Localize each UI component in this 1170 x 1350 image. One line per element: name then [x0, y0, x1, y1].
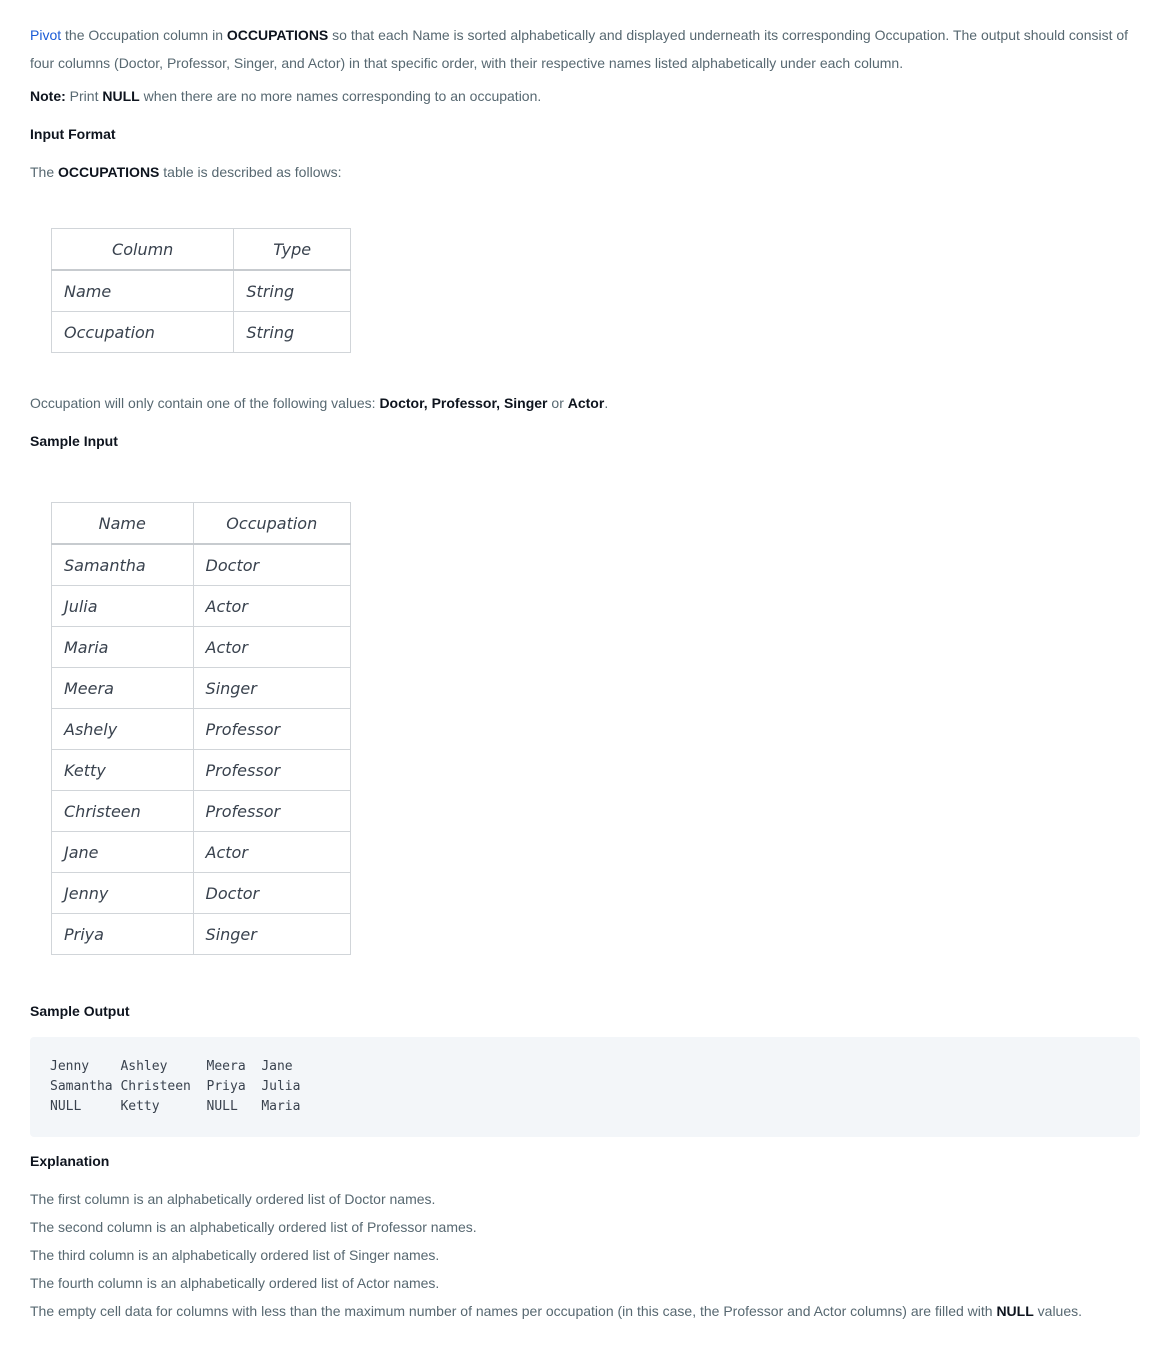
sample-occupation-cell: Doctor	[193, 544, 350, 586]
intro-text-2: so that each Name is sorted alphabetically and displayed underneath its corresponding Occupation. The output should consist of four columns (Doctor, Professor, Singer, and Actor) in that specific order, with their respective names listed alphabetically under each column.	[30, 27, 1129, 71]
table-row	[52, 627, 351, 668]
schema-header-type: Type	[234, 229, 351, 271]
table-row	[52, 270, 351, 312]
table-row	[52, 544, 351, 586]
sample-name-cell: Priya	[52, 914, 194, 955]
schema-cell: String	[234, 270, 351, 312]
schema-header-column: Column	[52, 229, 234, 271]
input-desc-text-1: The	[30, 164, 59, 180]
sample-input-table	[51, 502, 351, 955]
input-desc-text-2: table is described as follows:	[159, 164, 342, 180]
explanation-null-text-2: values.	[1033, 1303, 1083, 1319]
sample-name-cell: Meera	[52, 668, 194, 709]
schema-table	[51, 228, 351, 353]
intro-text-1: the Occupation column in	[61, 27, 227, 43]
explanation-null-text-1: The empty cell data for columns with less than the maximum number of names per occupation (in this case, the Professor and Actor columns) are filled with	[30, 1303, 997, 1319]
table-row	[52, 750, 351, 791]
sample-name-cell: Jane	[52, 832, 194, 873]
value-professor: Professor	[431, 395, 497, 411]
schema-header-row	[52, 229, 351, 271]
sample-occupation-cell: Professor	[193, 750, 350, 791]
sample-header-occupation: Occupation	[193, 503, 350, 545]
schema-cell: Occupation	[52, 312, 234, 353]
sample-header-row	[52, 503, 351, 545]
value-actor: Actor	[567, 395, 605, 411]
explanation-line: The first column is an alphabetically ordered list of Doctor names.	[30, 1191, 436, 1207]
sample-name-cell: Maria	[52, 627, 194, 668]
table-row	[52, 873, 351, 914]
explanation-line: The fourth column is an alphabetically ordered list of Actor names.	[30, 1275, 440, 1291]
intro-table-name: OCCUPATIONS	[226, 27, 329, 43]
sample-occupation-cell: Actor	[193, 586, 350, 627]
occupation-values-line	[30, 393, 608, 413]
note-text-1: Print	[65, 88, 103, 104]
sample-name-cell: Ketty	[52, 750, 194, 791]
table-row	[52, 668, 351, 709]
note-paragraph	[30, 86, 541, 106]
pivot-link[interactable]: Pivot	[30, 27, 62, 43]
table-row	[52, 791, 351, 832]
sample-occupation-cell: Professor	[193, 709, 350, 750]
sample-occupation-cell: Singer	[193, 668, 350, 709]
sample-input-heading: Sample Input	[30, 433, 118, 449]
explanation-line: The third column is an alphabetically ordered list of Singer names.	[30, 1247, 440, 1263]
table-row	[52, 832, 351, 873]
sample-occupation-cell: Actor	[193, 832, 350, 873]
sample-name-cell: Christeen	[52, 791, 194, 832]
value-singer: Singer	[503, 395, 548, 411]
sample-output-heading: Sample Output	[30, 1003, 130, 1019]
note-text-2: when there are no more names corresponding to an occupation.	[139, 88, 542, 104]
value-separator: ,	[496, 395, 504, 411]
input-format-description	[30, 162, 341, 182]
note-label: Note:	[30, 88, 66, 104]
value-end: .	[604, 395, 609, 411]
sample-output-code: Jenny Ashley Meera Jane Samantha Christeen Priya Julia NULL Ketty NULL Maria	[50, 1059, 301, 1114]
explanation-heading: Explanation	[30, 1153, 110, 1169]
explanation-line-null	[30, 1301, 1082, 1321]
sample-name-cell: Julia	[52, 586, 194, 627]
sample-name-cell: Jenny	[52, 873, 194, 914]
sample-name-cell: Ashely	[52, 709, 194, 750]
sample-occupation-cell: Singer	[193, 914, 350, 955]
schema-cell: Name	[52, 270, 234, 312]
input-desc-table-name: OCCUPATIONS	[58, 164, 160, 180]
note-null: NULL	[102, 88, 140, 104]
input-format-heading: Input Format	[30, 126, 116, 142]
sample-occupation-cell: Actor	[193, 627, 350, 668]
sample-header-name: Name	[52, 503, 194, 545]
sample-occupation-cell: Professor	[193, 791, 350, 832]
sample-occupation-cell: Doctor	[193, 873, 350, 914]
explanation-null: NULL	[996, 1303, 1034, 1319]
sample-output-code-block	[30, 1037, 1140, 1137]
table-row	[52, 914, 351, 955]
table-row	[52, 709, 351, 750]
table-row	[52, 586, 351, 627]
value-separator: ,	[423, 395, 432, 411]
values-text: Occupation will only contain one of the following values:	[30, 395, 380, 411]
value-doctor: Doctor	[379, 395, 424, 411]
sample-name-cell: Samantha	[52, 544, 194, 586]
schema-cell: String	[234, 312, 351, 353]
intro-paragraph	[30, 21, 1140, 77]
table-row	[52, 312, 351, 353]
value-or: or	[547, 395, 568, 411]
explanation-line: The second column is an alphabetically ordered list of Professor names.	[30, 1219, 477, 1235]
